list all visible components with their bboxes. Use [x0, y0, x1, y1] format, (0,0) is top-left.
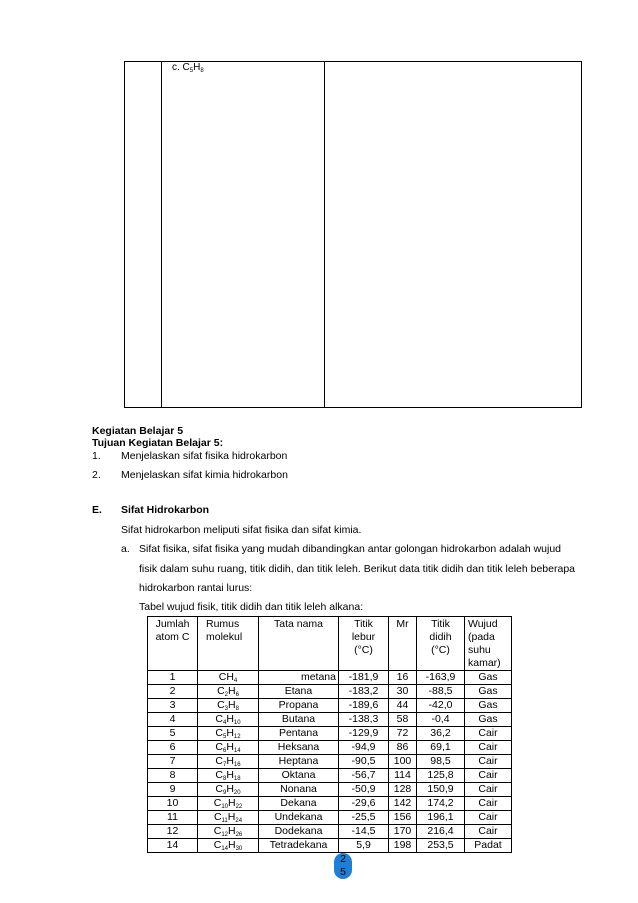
cell-mr: 142 — [389, 797, 417, 811]
cell-titik-didih: 69,1 — [417, 741, 465, 755]
cell-jumlah: 9 — [148, 783, 198, 797]
table-row — [148, 811, 512, 825]
cell-jumlah: 7 — [148, 755, 198, 769]
table-row — [148, 713, 512, 727]
table-row — [148, 783, 512, 797]
cell-rumus: $C_2H_6$ — [198, 685, 259, 699]
table-row — [148, 755, 512, 769]
cell-titik-lebur: -189,6 — [339, 699, 389, 713]
cell-rumus: $C_4H_{10}$ — [198, 713, 259, 727]
para-a-line-3: hidrokarbon rantai lurus: — [139, 582, 253, 594]
table-caption: Tabel wujud fisik, titik didih dan titik leleh alkana: — [139, 601, 364, 613]
goal-1-text: Menjelaskan sifat fisika hidrokarbon — [121, 450, 288, 462]
header-titik-lebur: Titik lebur (°C) — [339, 617, 389, 671]
kegiatan-title: Kegiatan Belajar 5 — [92, 425, 184, 437]
table-row — [148, 839, 512, 853]
cell-jumlah: 2 — [148, 685, 198, 699]
goal-2-text: Menjelaskan sifat kimia hidrokarbon — [121, 469, 288, 481]
cell-mr: 44 — [389, 699, 417, 713]
cell-rumus: $C_5H_{12}$ — [198, 727, 259, 741]
cell-titik-didih: 150,9 — [417, 783, 465, 797]
cell-titik-didih: -88,5 — [417, 685, 465, 699]
cell-titik-lebur: -50,9 — [339, 783, 389, 797]
page-number-line-1: 2 — [340, 853, 346, 865]
cell-jumlah: 14 — [148, 839, 198, 853]
cell-jumlah: 12 — [148, 825, 198, 839]
cell-wujud: Cair — [465, 811, 512, 825]
cell-wujud: Padat — [465, 839, 512, 853]
cell-wujud: Cair — [465, 825, 512, 839]
answer-box-divider-2 — [324, 61, 325, 408]
cell-titik-didih: 174,2 — [417, 797, 465, 811]
table-row — [148, 825, 512, 839]
cell-mr: 170 — [389, 825, 417, 839]
cell-titik-didih: 36,2 — [417, 727, 465, 741]
cell-tata-nama: Undekana — [259, 811, 339, 825]
answer-box-divider-1 — [161, 61, 162, 408]
cell-rumus: $C_9H_{20}$ — [198, 783, 259, 797]
cell-titik-lebur: -14,5 — [339, 825, 389, 839]
cell-jumlah: 3 — [148, 699, 198, 713]
page-number-line-2: 5 — [340, 866, 346, 878]
cell-titik-didih: 125,8 — [417, 769, 465, 783]
table-row — [148, 671, 512, 685]
section-intro: Sifat hidrokarbon meliputi sifat fisika dan sifat kimia. — [121, 524, 362, 536]
cell-mr: 72 — [389, 727, 417, 741]
cell-tata-nama: Propana — [259, 699, 339, 713]
cell-mr: 16 — [389, 671, 417, 685]
cell-titik-didih: 253,5 — [417, 839, 465, 853]
cell-titik-lebur: -29,6 — [339, 797, 389, 811]
para-a-line-2: fisik dalam suhu ruang, titik didih, dan titik leleh. Berikut data titik didih dan titik leleh beberapa — [139, 563, 575, 575]
cell-wujud: Gas — [465, 713, 512, 727]
table-row — [148, 769, 512, 783]
cell-titik-lebur: -181,9 — [339, 671, 389, 685]
answer-box-label: c. $C_5H_8$ — [172, 62, 204, 74]
cell-tata-nama: Pentana — [259, 727, 339, 741]
cell-wujud: Cair — [465, 741, 512, 755]
para-a-letter: a. — [121, 543, 130, 555]
section-letter: E. — [92, 504, 102, 516]
cell-titik-didih: 196,1 — [417, 811, 465, 825]
cell-titik-didih: -0,4 — [417, 713, 465, 727]
header-jumlah: Jumlah atom C — [148, 617, 198, 671]
cell-wujud: Gas — [465, 685, 512, 699]
cell-wujud: Cair — [465, 797, 512, 811]
cell-wujud: Cair — [465, 755, 512, 769]
cell-mr: 114 — [389, 769, 417, 783]
cell-titik-lebur: 5,9 — [339, 839, 389, 853]
cell-jumlah: 10 — [148, 797, 198, 811]
cell-titik-lebur: -90,5 — [339, 755, 389, 769]
table-row — [148, 727, 512, 741]
cell-jumlah: 1 — [148, 671, 198, 685]
cell-rumus: $C_{14}H_{30}$ — [198, 839, 259, 853]
cell-tata-nama: Nonana — [259, 783, 339, 797]
cell-rumus: $C_{11}H_{24}$ — [198, 811, 259, 825]
cell-titik-lebur: -129,9 — [339, 727, 389, 741]
cell-wujud: Cair — [465, 769, 512, 783]
cell-tata-nama: Heksana — [259, 741, 339, 755]
cell-tata-nama: metana — [259, 671, 339, 685]
cell-tata-nama: Dodekana — [259, 825, 339, 839]
tujuan-title: Tujuan Kegiatan Belajar 5: — [92, 437, 224, 449]
cell-rumus: $CH_4$ — [198, 671, 259, 685]
cell-titik-lebur: -56,7 — [339, 769, 389, 783]
table-row — [148, 741, 512, 755]
header-titik-didih: Titik didih (°C) — [417, 617, 465, 671]
header-wujud: Wujud (pada suhu kamar) — [465, 617, 512, 671]
cell-jumlah: 11 — [148, 811, 198, 825]
alkana-table — [147, 616, 512, 853]
goal-2-number: 2. — [92, 469, 101, 481]
cell-rumus: $C_7H_{16}$ — [198, 755, 259, 769]
para-a-line-1: Sifat fisika, sifat fisika yang mudah dibandingkan antar golongan hidrokarbon adalah wujud — [139, 543, 562, 555]
page-number-badge — [334, 853, 352, 879]
header-tata-nama: Tata nama — [259, 617, 339, 671]
header-rumus: Rumus molekul — [198, 617, 259, 671]
cell-tata-nama: Dekana — [259, 797, 339, 811]
cell-mr: 58 — [389, 713, 417, 727]
cell-tata-nama: Etana — [259, 685, 339, 699]
cell-tata-nama: Heptana — [259, 755, 339, 769]
cell-mr: 128 — [389, 783, 417, 797]
cell-titik-didih: -163,9 — [417, 671, 465, 685]
cell-wujud: Cair — [465, 783, 512, 797]
cell-rumus: $C_6H_{14}$ — [198, 741, 259, 755]
cell-wujud: Cair — [465, 727, 512, 741]
cell-jumlah: 8 — [148, 769, 198, 783]
cell-jumlah: 5 — [148, 727, 198, 741]
cell-titik-lebur: -25,5 — [339, 811, 389, 825]
cell-rumus: $C_{12}H_{26}$ — [198, 825, 259, 839]
table-header-row — [148, 617, 512, 671]
cell-mr: 30 — [389, 685, 417, 699]
cell-tata-nama: Butana — [259, 713, 339, 727]
header-mr: Mr — [389, 617, 417, 671]
table-row — [148, 699, 512, 713]
cell-mr: 198 — [389, 839, 417, 853]
cell-mr: 100 — [389, 755, 417, 769]
section-heading: Sifat Hidrokarbon — [121, 504, 210, 516]
goal-1-number: 1. — [92, 450, 101, 462]
cell-rumus: $C_8H_{18}$ — [198, 769, 259, 783]
cell-rumus: $C_3H_8$ — [198, 699, 259, 713]
cell-titik-lebur: -138,3 — [339, 713, 389, 727]
cell-tata-nama: Oktana — [259, 769, 339, 783]
table-row — [148, 797, 512, 811]
table-row — [148, 685, 512, 699]
cell-wujud: Gas — [465, 671, 512, 685]
cell-tata-nama: Tetradekana — [259, 839, 339, 853]
cell-rumus: $C_{10}H_{22}$ — [198, 797, 259, 811]
cell-titik-didih: -42,0 — [417, 699, 465, 713]
cell-wujud: Gas — [465, 699, 512, 713]
cell-titik-lebur: -183,2 — [339, 685, 389, 699]
cell-titik-lebur: -94,9 — [339, 741, 389, 755]
cell-titik-didih: 216,4 — [417, 825, 465, 839]
cell-mr: 156 — [389, 811, 417, 825]
cell-mr: 86 — [389, 741, 417, 755]
cell-jumlah: 6 — [148, 741, 198, 755]
cell-titik-didih: 98,5 — [417, 755, 465, 769]
answer-box — [124, 61, 582, 408]
cell-jumlah: 4 — [148, 713, 198, 727]
